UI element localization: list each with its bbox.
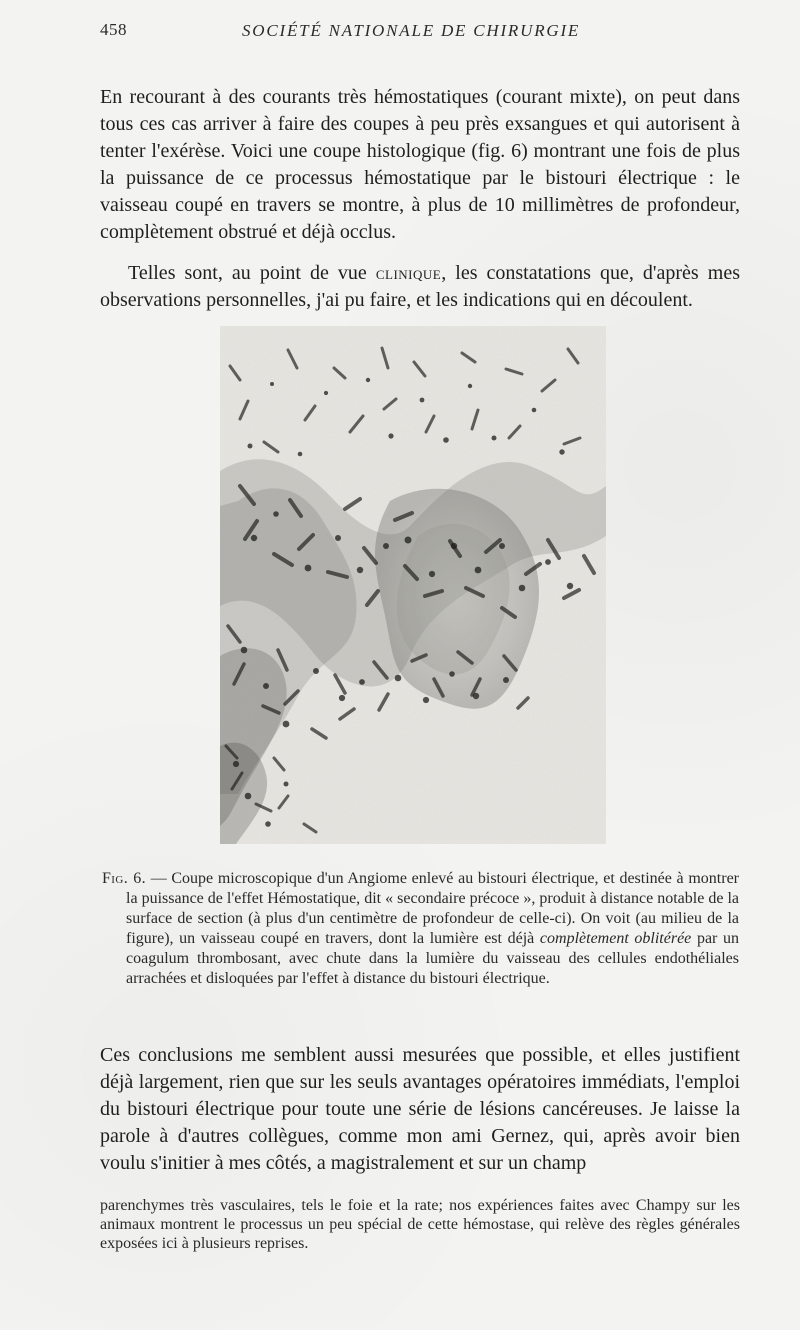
figure-caption-text	[102, 869, 739, 989]
paragraph-2-smallcaps-word: clinique	[375, 263, 442, 283]
paragraph-3: Ces conclusions me semblent aussi mesurées que possible, et elles justifient déjà largement, rien que sur les seuls avantages opératoires immédiats, l'emploi du bistouri électrique pour toute une série de lésions cancéreuses. Je laisse la parole à d'autres collègues, comme mon ami Gernez, qui, après avoir bien voulu s'initier à mes côtés, a magistralement et sur un champ	[100, 1044, 740, 1174]
caption-part-1: — Coupe microscopique d'un Angiome enlevé au bistouri électrique, et destinée à montrer la puissance de l'effet Hémostatique, dit « secondaire précoce », produit à distance notable de la surface de section (à plus d'un centimètre de profondeur de celle-ci). On voit (au milieu de la figure), un vaisseau coupé en travers, dont la lumière est déjà	[126, 870, 739, 947]
histology-figure	[220, 326, 606, 844]
paragraph-2-text-end: , les constatations que, d'après mes observations personnelles, j'ai pu faire, et les indications qui en découlent.	[100, 262, 740, 311]
paragraph-2	[100, 260, 740, 314]
page-header	[100, 20, 740, 46]
paragraph-1: En recourant à des courants très hémostatiques (courant mixte), on peut dans tous ces cas arriver à faire des coupes à peu près exsangues et qui autorisent à tenter l'exérèse. Voici une coupe histologique (fig. 6) montrant une fois de plus la puissance de ce processus hémostatique par le bistouri électrique : le vaisseau coupé en travers se montre, à plus de 10 millimètres de profondeur, complètement obstrué et déjà occlus.	[100, 86, 740, 243]
caption-part-2: par un coagulum thrombosant, avec chute dans la lumière du vaisseau des cellules endothéliales arrachées et disloquées par l'effet à distance du bistouri électrique.	[126, 930, 740, 987]
paragraph-2-text-start: Telles sont, au point de vue	[128, 262, 376, 284]
page-number: 458	[100, 20, 127, 39]
microscope-section-image	[220, 326, 606, 844]
running-head: SOCIÉTÉ NATIONALE DE CHIRURGIE	[242, 21, 581, 40]
footnote: parenchymes très vasculaires, tels le foie et la rate; nos expériences faites avec Champy sur les animaux montrent le processus un peu spécial de cette hémostase, qui relève des règles générales exposées ici à plusieurs reprises.	[100, 1197, 740, 1252]
caption-italic-phrase: complètement oblitérée	[539, 930, 692, 947]
figure-label: Fig. 6.	[102, 870, 146, 887]
figure-caption	[102, 869, 739, 989]
